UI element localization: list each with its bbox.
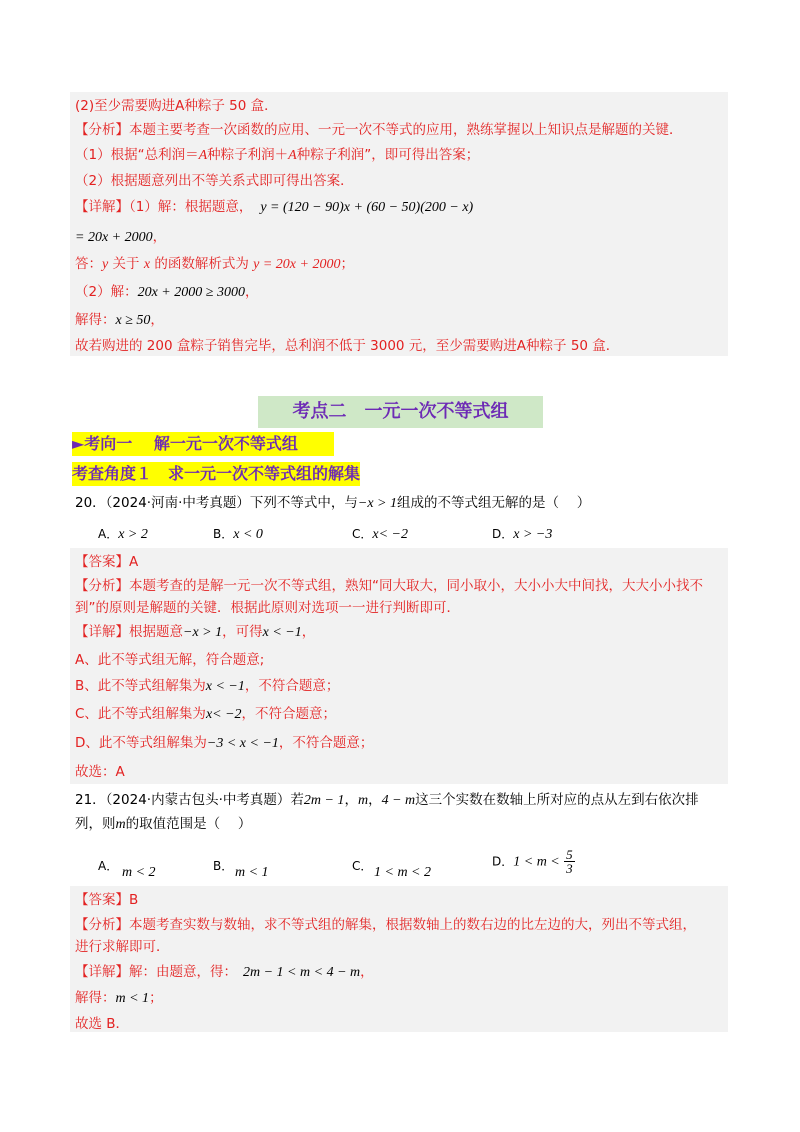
- q20-answer: 【答案】A: [75, 554, 139, 570]
- q21-answer: 【答案】B: [75, 892, 139, 908]
- q21-solve: 解得：m < 1；: [75, 990, 163, 1006]
- detail-line-2: = 20x + 2000，: [75, 229, 167, 245]
- q20-case-b: B、此不等式组解集为x < −1，不符合题意；: [75, 678, 340, 694]
- fraction: $\frac{5}{3}$: [566, 847, 573, 876]
- analysis-step-2: （2）根据题意列出不等关系式即可得出答案．: [75, 173, 354, 189]
- analysis-step-1: （1）根据“总利润＝A种粽子利润＋A种粽子利润”，即可得出答案；: [75, 147, 480, 163]
- q21-analysis-2: 进行求解即可．: [75, 939, 170, 955]
- q20-case-d: D、此不等式组解集为−3 < x < −1，不符合题意；: [75, 735, 374, 751]
- q20-analysis-2: 到”的原则是解题的关键．根据此原则对选项一一进行判断即可．: [75, 600, 460, 616]
- q20-case-c: C、此不等式组解集为x< −2，不符合题意；: [75, 706, 337, 722]
- q20-analysis-1: 【分析】本题考查的是解一元一次不等式组，熟知“同大取大，同小取小，大小小大中间找，大大小小找不: [75, 578, 703, 594]
- q21-option-c-expr: 1 < m < 2: [374, 865, 432, 880]
- q21-option-a-expr: m < 2: [122, 865, 156, 880]
- q20-option-c: C．x< −2: [352, 527, 408, 542]
- q21-option-d: D．1 < m < $\frac{5}{3}$: [492, 847, 573, 876]
- q21-option-a: A．: [98, 859, 119, 873]
- solution-block-q21: [70, 886, 728, 1032]
- q21-option-b-expr: m < 1: [235, 865, 269, 880]
- part2-line: （2）解：20x + 2000 ≥ 3000，: [75, 284, 259, 300]
- direction-title: ►考向一 解一元一次不等式组: [72, 432, 334, 456]
- q20-option-a: A．x > 2: [98, 527, 148, 542]
- q21-choose: 故选 B．: [75, 1016, 130, 1032]
- q21-option-c: C．: [352, 859, 373, 873]
- answer-line: 答：y 关于 x 的函数解析式为 y = 20x + 2000；: [75, 256, 354, 272]
- detail-line-1: 【详解】（1）解：根据题意， y = (120 − 90)x + (60 − 50)(200 − x): [75, 199, 474, 215]
- solve-line: 解得：x ≥ 50，: [75, 312, 164, 328]
- q21-stem-2: 列，则m的取值范围是（ ）: [75, 816, 252, 832]
- section-title: 考点二 一元一次不等式组: [258, 396, 543, 428]
- q21-detail: 【详解】解：由题意，得： 2m − 1 < m < 4 − m，: [75, 964, 374, 980]
- q2-answer: (2)至少需要购进A种粽子 50 盒．: [75, 98, 278, 114]
- q21-stem-1: 21．（2024·内蒙古包头·中考真题）若2m − 1，m，4 − m这三个实数在数轴上所对应的点从左到右依次排: [75, 792, 699, 808]
- angle-title: 考查角度１ 求一元一次不等式组的解集: [72, 462, 360, 486]
- q20-option-d: D．x > −3: [492, 527, 553, 542]
- q20-stem: 20．（2024·河南·中考真题）下列不等式中，与−x > 1组成的不等式组无解的是（ ）: [75, 495, 591, 511]
- q21-option-b: B．: [213, 859, 234, 873]
- q20-option-b: B．x < 0: [213, 527, 263, 542]
- conclusion-line: 故若购进的 200 盒粽子销售完毕，总利润不低于 3000 元，至少需要购进A种粽子 50 盒．: [75, 338, 620, 354]
- q20-case-a: A、此不等式组无解，符合题意;: [75, 652, 265, 668]
- q21-analysis-1: 【分析】本题考查实数与数轴，求不等式组的解集，根据数轴上的数右边的比左边的大，列出不等式组，: [75, 917, 696, 933]
- q20-choose: 故选：A: [75, 764, 125, 780]
- analysis-text: 【分析】本题主要考查一次函数的应用、一元一次不等式的应用，熟练掌握以上知识点是解题的关键．: [75, 122, 683, 138]
- q20-detail: 【详解】根据题意−x > 1，可得x < −1，: [75, 624, 316, 640]
